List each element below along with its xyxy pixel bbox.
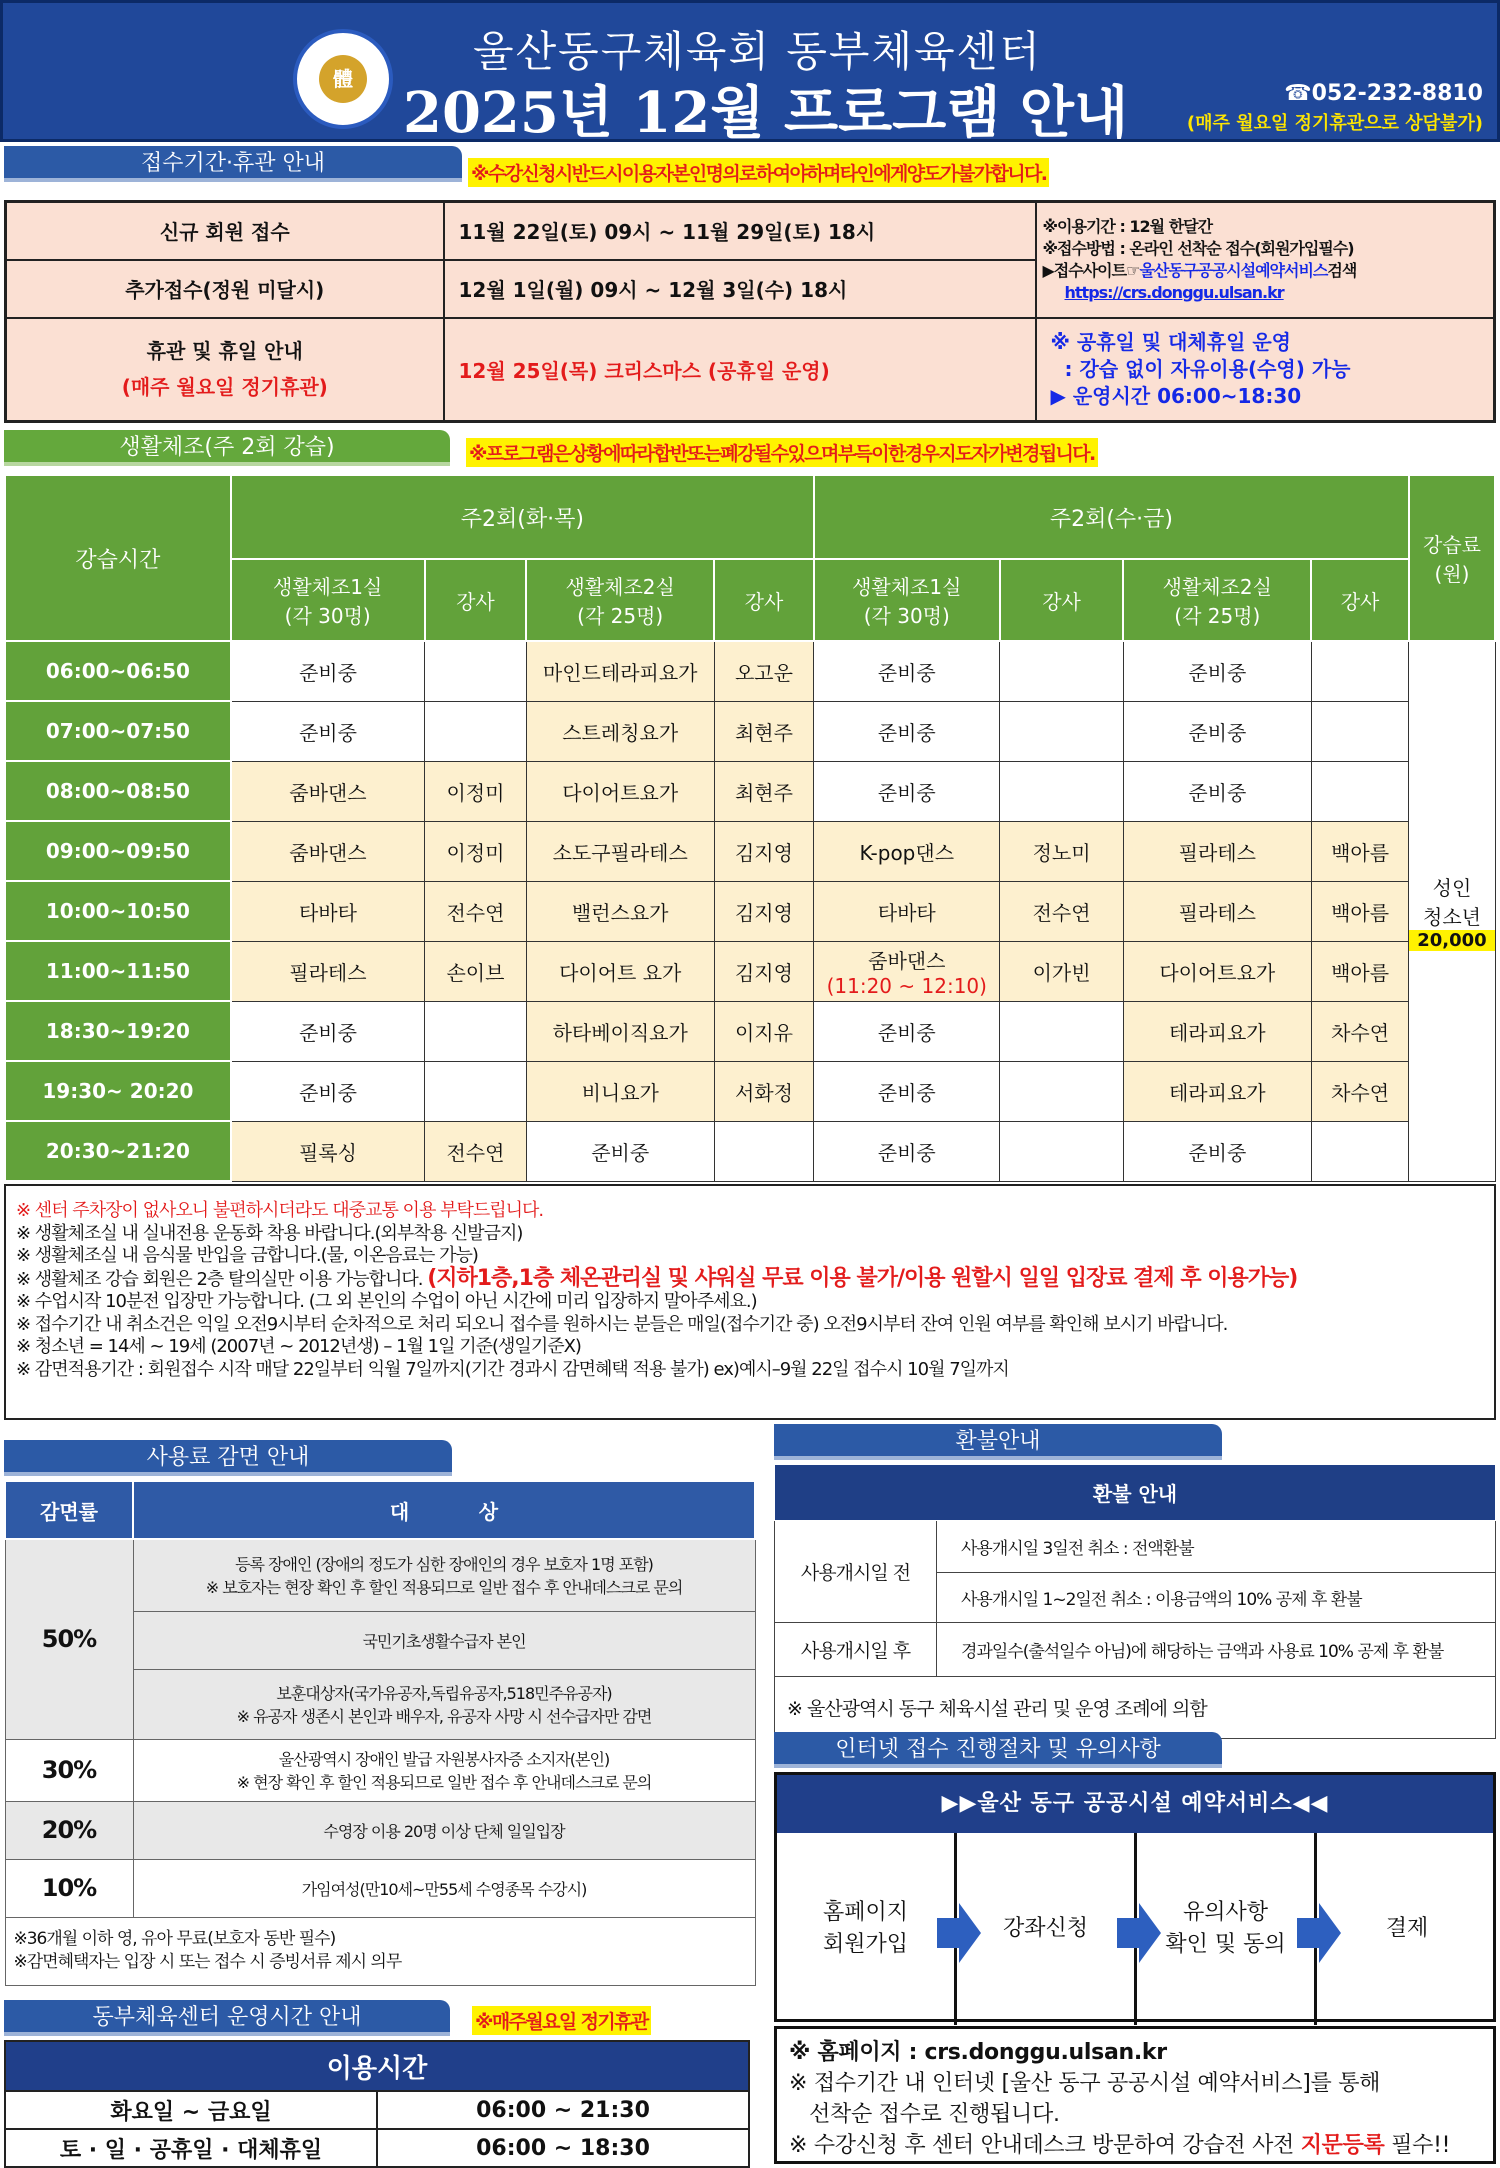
instructor-cell: 오고운 bbox=[714, 641, 814, 701]
instructor-cell bbox=[1000, 1121, 1124, 1181]
col-fee: 강습료 (원) bbox=[1409, 475, 1495, 641]
col-room2: 생활체조2실 (각 25명) bbox=[526, 559, 714, 641]
class-cell: 준비중 bbox=[814, 1061, 1000, 1121]
arrow-right-icon bbox=[1319, 1903, 1341, 1963]
instructor-cell: 차수연 bbox=[1311, 1061, 1409, 1121]
instructor-cell bbox=[425, 1001, 527, 1061]
instructor-cell: 이정미 bbox=[425, 761, 527, 821]
class-cell: 줌바댄스 bbox=[231, 761, 425, 821]
class-cell: 준비중 bbox=[814, 761, 1000, 821]
class-cell: 타바타 bbox=[231, 881, 425, 941]
class-cell: 마인드테라피요가 bbox=[526, 641, 714, 701]
instructor-cell: 이지유 bbox=[714, 1001, 814, 1061]
hours-day: 토 · 일 · 공휴일 · 대체휴일 bbox=[5, 2129, 377, 2167]
note-line: ※ 생활체조 강습 회원은 2층 탈의실만 이용 가능합니다. (지하1층,1층 체온관리실 및 샤워실 무료 이용 불가/이용 원할시 일일 입장료 결제 후 이용가능) bbox=[16, 1265, 1298, 1291]
hours-day: 화요일 ~ 금요일 bbox=[5, 2091, 377, 2129]
target-cell: 등록 장애인 (장애의 정도가 심한 장애인의 경우 보호자 1명 포함) ※ 보호자는 현장 확인 후 할인 적용되므로 일반 접수 후 안내데스크로 문의 bbox=[133, 1539, 755, 1611]
note-line: ※ 생활체조실 내 음식물 반입을 금합니다.(물, 이온음료는 가능) bbox=[16, 1245, 478, 1266]
time-cell: 06:00~06:50 bbox=[5, 641, 231, 701]
time-cell: 10:00~10:50 bbox=[5, 881, 231, 941]
col-room1: 생활체조1실 (각 30명) bbox=[814, 559, 1000, 641]
note-line: ※ 감면적용기간 : 회원접수 시작 매달 22일부터 익월 7일까지(기간 경과시 감면혜택 적용 불가) ex)예시–9월 22일 접수시 10월 7일까지 bbox=[16, 1358, 1009, 1380]
refund-table bbox=[774, 1464, 1496, 1739]
schedule-row bbox=[5, 881, 1495, 941]
note-line: ※ 청소년 = 14세 ~ 19세 (2007년 ~ 2012년생) – 1월 1일 기준(생일기준X) bbox=[16, 1336, 581, 1357]
hours-time: 06:00 ~ 18:30 bbox=[377, 2129, 749, 2167]
class-cell bbox=[814, 941, 1000, 1001]
instructor-cell: 전수연 bbox=[425, 881, 527, 941]
instructor-cell bbox=[1311, 701, 1409, 761]
col-target: 대 상 bbox=[133, 1481, 755, 1539]
hours-table bbox=[4, 2040, 750, 2168]
arrow-right-icon bbox=[1117, 1918, 1139, 1948]
class-cell: 준비중 bbox=[1123, 761, 1311, 821]
class-cell: 필라테스 bbox=[1123, 881, 1311, 941]
class-cell: 준비중 bbox=[231, 1061, 425, 1121]
arrow-right-icon bbox=[1297, 1918, 1319, 1948]
hours-notice: ※매주월요일 정기휴관 bbox=[472, 2006, 651, 2035]
rate-cell: 20% bbox=[5, 1801, 133, 1859]
class-cell: 스트레칭요가 bbox=[526, 701, 714, 761]
rate-cell: 50% bbox=[5, 1539, 133, 1739]
note-line: ※ 센터 주차장이 없사오니 불편하시더라도 대중교통 이용 부탁드립니다. bbox=[16, 1200, 544, 1221]
class-cell: 소도구필라테스 bbox=[526, 821, 714, 881]
instructor-cell bbox=[1000, 1061, 1124, 1121]
class-cell: 준비중 bbox=[231, 641, 425, 701]
section-title-process: 인터넷 접수 진행절차 및 유의사항 bbox=[774, 1732, 1222, 1768]
section-title-refund: 환불안내 bbox=[774, 1424, 1222, 1460]
schedule-row bbox=[5, 641, 1495, 701]
refund-before-1: 사용개시일 3일전 취소 : 전액환불 bbox=[937, 1521, 1496, 1573]
class-cell: 다이어트요가 bbox=[1123, 941, 1311, 1001]
step-signup: 홈페이지 회원가입 bbox=[777, 1833, 957, 2025]
col-instructor: 강사 bbox=[714, 559, 814, 641]
header bbox=[0, 0, 1500, 146]
class-cell: 타바타 bbox=[814, 881, 1000, 941]
group-tue-thu: 주2회(화·목) bbox=[231, 475, 814, 559]
reservation-site-link[interactable]: 울산동구공공시설예약서비스 bbox=[1139, 260, 1328, 280]
class-cell: 준비중 bbox=[814, 641, 1000, 701]
instructor-cell: 차수연 bbox=[1311, 1001, 1409, 1061]
step-apply: 강좌신청 bbox=[957, 1833, 1137, 2025]
process-bar: ▶▶울산 동구 공공시설 예약서비스◀◀ bbox=[777, 1775, 1493, 1833]
class-cell: 필라테스 bbox=[231, 941, 425, 1001]
col-instructor: 강사 bbox=[1311, 559, 1409, 641]
instructor-cell: 최현주 bbox=[714, 701, 814, 761]
class-cell: 준비중 bbox=[814, 1001, 1000, 1061]
schedule-row bbox=[5, 761, 1495, 821]
time-cell: 18:30~19:20 bbox=[5, 1001, 231, 1061]
instructor-cell: 김지영 bbox=[714, 941, 814, 1001]
target-cell: 가임여성(만10세~만55세 수영종목 수강시) bbox=[133, 1859, 755, 1917]
instructor-cell bbox=[1311, 1121, 1409, 1181]
class-cell: 필라테스 bbox=[1123, 821, 1311, 881]
hours-head: 이용시간 bbox=[5, 2041, 749, 2091]
col-time: 강습시간 bbox=[5, 475, 231, 641]
schedule-row bbox=[5, 941, 1495, 1001]
class-cell: 준비중 bbox=[814, 701, 1000, 761]
instructor-cell: 이가빈 bbox=[1000, 941, 1124, 1001]
reg-label-holiday: 휴관 및 휴일 안내 (매주 월요일 정기휴관) bbox=[6, 318, 444, 422]
refund-before-2: 사용개시일 1~2일전 취소 : 이용금액의 10% 공제 후 환불 bbox=[937, 1573, 1496, 1623]
time-cell: 20:30~21:20 bbox=[5, 1121, 231, 1181]
instructor-cell: 김지영 bbox=[714, 881, 814, 941]
registration-table bbox=[4, 200, 1496, 423]
notes-box bbox=[4, 1184, 1496, 1420]
refund-footnote: ※ 울산광역시 동구 체육시설 관리 및 운영 조례에 의함 bbox=[775, 1677, 1496, 1739]
schedule-row bbox=[5, 1121, 1495, 1181]
instructor-cell bbox=[1311, 641, 1409, 701]
target-cell: 보훈대상자(국가유공자,독립유공자,518민주유공자) ※ 유공자 생존시 본인과 배우자, 유공자 사망 시 선수급자만 감면 bbox=[133, 1669, 755, 1739]
process-box bbox=[774, 1772, 1496, 2022]
special-time: (11:20 ~ 12:10) bbox=[826, 973, 987, 998]
schedule-row bbox=[5, 821, 1495, 881]
class-cell: 준비중 bbox=[231, 1001, 425, 1061]
reg-value-new: 11월 22일(토) 09시 ~ 11월 29일(토) 18시 bbox=[444, 202, 1036, 260]
target-cell: 수영장 이용 20명 이상 단체 일일입장 bbox=[133, 1801, 755, 1859]
note-line: ※ 수업시작 10분전 입장만 가능합니다. (그 외 본인의 수업이 아닌 시간에 미리 입장하지 말아주세요.) bbox=[16, 1291, 757, 1312]
reg-label-new: 신규 회원 접수 bbox=[6, 202, 444, 260]
class-cell: 다이어트요가 bbox=[526, 761, 714, 821]
class-cell: 다이어트 요가 bbox=[526, 941, 714, 1001]
discount-footnote: ※36개월 이하 영, 유아 무료(보호자 동반 필수) ※감면혜택자는 입장 시 또는 접수 시 증빙서류 제시 의무 bbox=[5, 1917, 755, 1985]
reg-value-additional: 12월 1일(월) 09시 ~ 12월 3일(수) 18시 bbox=[444, 260, 1036, 318]
instructor-cell: 김지영 bbox=[714, 821, 814, 881]
process-info: ※ 홈페이지 : crs.donggu.ulsan.kr ※ 접수기간 내 인터넷 [울산 동구 공공시설 예약서비스]를 통해 선착순 접수로 진행됩니다. ※ 수강신청 후 센터 안내데스크 방문하여 강습전 사전 지문등록 필수!! bbox=[774, 2026, 1496, 2164]
schedule-row bbox=[5, 1001, 1495, 1061]
class-cell: 줌바댄스 bbox=[231, 821, 425, 881]
section-title-registration: 접수기간·휴관 안내 bbox=[4, 146, 462, 182]
instructor-cell: 서화정 bbox=[714, 1061, 814, 1121]
hours-time: 06:00 ~ 21:30 bbox=[377, 2091, 749, 2129]
class-cell: 준비중 bbox=[1123, 701, 1311, 761]
instructor-cell bbox=[1000, 701, 1124, 761]
reg-label-additional: 추가접수(정원 미달시) bbox=[6, 260, 444, 318]
schedule-row bbox=[5, 701, 1495, 761]
schedule-row bbox=[5, 1061, 1495, 1121]
instructor-cell bbox=[1000, 641, 1124, 701]
rate-cell: 10% bbox=[5, 1859, 133, 1917]
step-agree: 유의사항 확인 및 동의 bbox=[1137, 1833, 1317, 2025]
section-title-schedule: 생활체조(주 2회 강습) bbox=[4, 430, 450, 466]
fee-cell: 성인 청소년 20,000 bbox=[1409, 641, 1495, 1181]
class-cell: 준비중 bbox=[231, 701, 425, 761]
time-cell: 19:30~ 20:20 bbox=[5, 1061, 231, 1121]
instructor-cell: 최현주 bbox=[714, 761, 814, 821]
class-cell: 테라피요가 bbox=[1123, 1001, 1311, 1061]
phone-note: (매주 월요일 정기휴관으로 상담불가) bbox=[1186, 113, 1483, 134]
arrow-right-icon bbox=[1139, 1903, 1161, 1963]
instructor-cell: 이정미 bbox=[425, 821, 527, 881]
class-cell: 준비중 bbox=[1123, 1121, 1311, 1181]
refund-after-1: 경과일수(출석일수 아님)에 해당하는 금액과 사용료 10% 공제 후 환불 bbox=[937, 1623, 1496, 1677]
discount-table bbox=[4, 1480, 756, 1986]
group-wed-fri: 주2회(수·금) bbox=[814, 475, 1409, 559]
arrow-right-icon bbox=[959, 1903, 981, 1963]
holiday-info: ※ 공휴일 및 대체휴일 운영 : 강습 없이 자유이용(수영) 가능 ▶ 운영시간 06:00~18:30 bbox=[1036, 318, 1495, 422]
reg-value-holiday: 12월 25일(목) 크리스마스 (공휴일 운영) bbox=[444, 318, 1036, 422]
instructor-cell: 정노미 bbox=[1000, 821, 1124, 881]
class-name: 줌바댄스 bbox=[868, 948, 946, 973]
class-cell: 준비중 bbox=[814, 1121, 1000, 1181]
target-cell: 국민기초생활수급자 본인 bbox=[133, 1611, 755, 1669]
class-cell: 밸런스요가 bbox=[526, 881, 714, 941]
reg-side-info: ※이용기간 : 12월 한달간 ※접수방법 : 온라인 선착순 접수(회원가입필수) ▶접수사이트☞울산동구공공시설예약서비스검색 https://crs.donggu.ulsan.kr bbox=[1036, 202, 1495, 318]
instructor-cell bbox=[425, 1061, 527, 1121]
class-cell: 테라피요가 bbox=[1123, 1061, 1311, 1121]
instructor-cell bbox=[1311, 761, 1409, 821]
refund-after: 사용개시일 후 bbox=[775, 1623, 937, 1677]
instructor-cell bbox=[425, 641, 527, 701]
rate-cell: 30% bbox=[5, 1739, 133, 1801]
step-payment: 결제 bbox=[1385, 1916, 1429, 1941]
instructor-cell: 백아름 bbox=[1311, 821, 1409, 881]
class-cell: 하타베이직요가 bbox=[526, 1001, 714, 1061]
instructor-cell: 백아름 bbox=[1311, 941, 1409, 1001]
refund-head: 환불 안내 bbox=[775, 1465, 1496, 1521]
schedule-notice: ※프로그램은상황에따라합반또는폐강될수있으며부득이한경우지도자가변경됩니다. bbox=[466, 438, 1098, 467]
time-cell: 09:00~09:50 bbox=[5, 821, 231, 881]
header-subtitle: 울산동구체육회 동부체육센터 bbox=[473, 27, 1042, 76]
schedule-table bbox=[4, 474, 1496, 1182]
instructor-cell: 전수연 bbox=[425, 1121, 527, 1181]
instructor-cell: 손이브 bbox=[425, 941, 527, 1001]
instructor-cell bbox=[1000, 1001, 1124, 1061]
col-rate: 감면률 bbox=[5, 1481, 133, 1539]
instructor-cell bbox=[1000, 761, 1124, 821]
fee-amount: 20,000 bbox=[1409, 930, 1494, 951]
section-title-discount: 사용료 감면 안내 bbox=[4, 1440, 452, 1476]
col-instructor: 강사 bbox=[1000, 559, 1124, 641]
page-title: 2025년 12월 프로그램 안내 bbox=[403, 80, 1129, 146]
refund-before: 사용개시일 전 bbox=[775, 1521, 937, 1623]
time-cell: 08:00~08:50 bbox=[5, 761, 231, 821]
reservation-url-link[interactable]: https://crs.donggu.ulsan.kr bbox=[1064, 282, 1284, 302]
note-line: ※ 접수기간 내 취소건은 익일 오전9시부터 순차적으로 처리 되오니 접수를 원하시는 분들은 매일(접수기간 중) 오전9시부터 잔여 인원 여부를 확인해 보시기 바랍니다. bbox=[16, 1313, 1228, 1335]
center-logo: 體 bbox=[293, 29, 393, 129]
class-cell: 비니요가 bbox=[526, 1061, 714, 1121]
class-cell: 필록싱 bbox=[231, 1121, 425, 1181]
instructor-cell: 백아름 bbox=[1311, 881, 1409, 941]
col-room2: 생활체조2실 (각 25명) bbox=[1123, 559, 1311, 641]
time-cell: 07:00~07:50 bbox=[5, 701, 231, 761]
class-cell: 준비중 bbox=[526, 1121, 714, 1181]
class-cell: 준비중 bbox=[1123, 641, 1311, 701]
instructor-cell bbox=[425, 701, 527, 761]
instructor-cell bbox=[714, 1121, 814, 1181]
arrow-right-icon bbox=[937, 1918, 959, 1948]
class-cell: K-pop댄스 bbox=[814, 821, 1000, 881]
section-title-hours: 동부체육센터 운영시간 안내 bbox=[4, 2000, 450, 2036]
registration-notice: ※수강신청시반드시이용자본인명의로하여야하며타인에게양도가불가합니다. bbox=[468, 158, 1049, 187]
col-instructor: 강사 bbox=[425, 559, 527, 641]
homepage-link[interactable]: ※ 홈페이지 : crs.donggu.ulsan.kr bbox=[789, 2040, 1167, 2065]
col-room1: 생활체조1실 (각 30명) bbox=[231, 559, 425, 641]
target-cell: 울산광역시 장애인 발급 자원봉사자증 소지자(본인) ※ 현장 확인 후 할인 적용되므로 일반 접수 후 안내데스크로 문의 bbox=[133, 1739, 755, 1801]
note-line: ※ 생활체조실 내 실내전용 운동화 착용 바랍니다.(외부착용 신발금지) bbox=[16, 1222, 523, 1244]
time-cell: 11:00~11:50 bbox=[5, 941, 231, 1001]
instructor-cell: 전수연 bbox=[1000, 881, 1124, 941]
phone-number: ☎052-232-8810 bbox=[1284, 81, 1483, 106]
